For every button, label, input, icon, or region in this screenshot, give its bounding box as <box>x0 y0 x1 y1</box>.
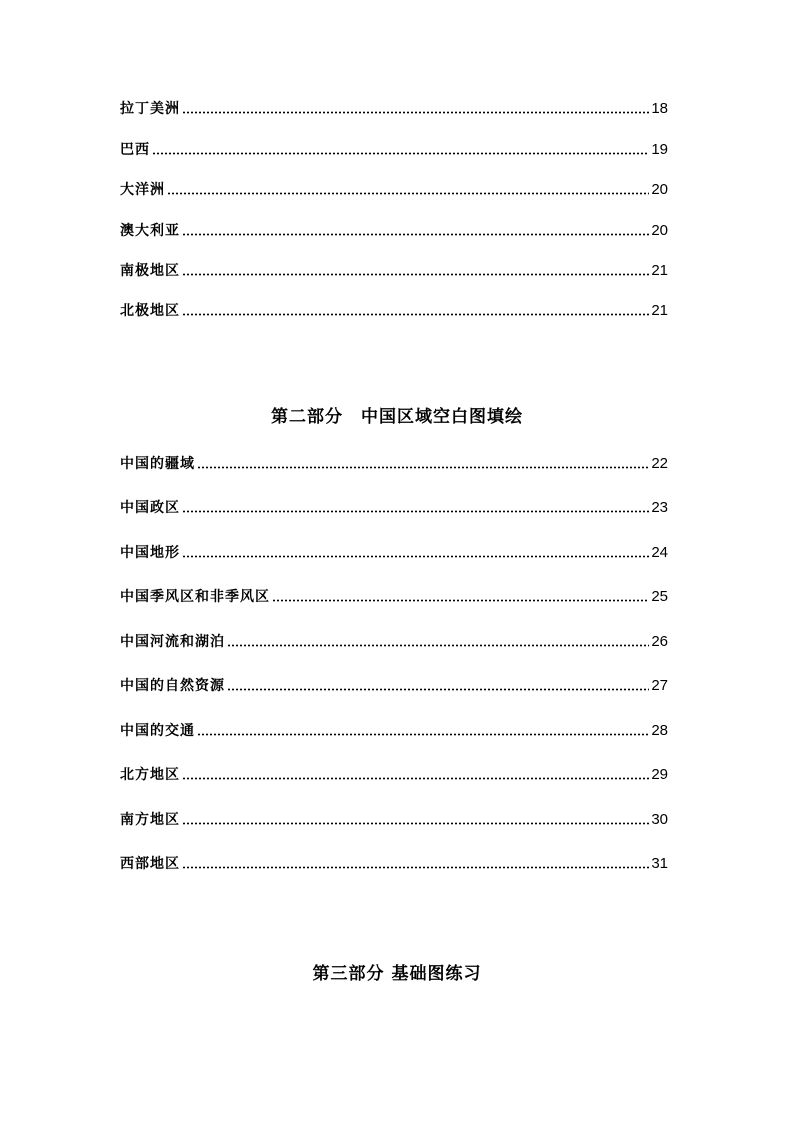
toc-entry[interactable] <box>120 178 668 202</box>
toc-entry-label: 北极地区 <box>120 303 180 319</box>
dot-leader <box>182 822 649 825</box>
toc-page-number: 23 <box>651 499 668 516</box>
toc-entry-label: 澳大利亚 <box>120 223 180 239</box>
toc-entry-label: 南极地区 <box>120 263 180 279</box>
section-heading-part2: 第二部分 中国区域空白图填绘 <box>271 407 523 427</box>
section-heading-part3: 第三部分 基础图练习 <box>312 964 482 984</box>
toc-page-number: 27 <box>651 677 668 694</box>
toc-page-number: 28 <box>651 722 668 739</box>
toc-entry[interactable] <box>120 541 668 565</box>
toc-entry[interactable] <box>120 97 668 121</box>
toc-entry-label: 中国河流和湖泊 <box>120 634 225 650</box>
toc-entry-label: 北方地区 <box>120 767 180 783</box>
dot-leader <box>182 111 649 114</box>
toc-page-number: 26 <box>651 633 668 650</box>
toc-entry-label: 巴西 <box>120 142 150 158</box>
toc-entry-label: 中国的交通 <box>120 723 195 739</box>
toc-page-number: 22 <box>651 455 668 472</box>
dot-leader <box>167 192 649 195</box>
toc-entry[interactable] <box>120 259 668 283</box>
toc-entry[interactable] <box>120 452 668 476</box>
dot-leader <box>182 313 649 316</box>
toc-entry[interactable] <box>120 630 668 654</box>
toc-entry[interactable] <box>120 852 668 876</box>
toc-entry[interactable] <box>120 808 668 832</box>
toc-entry-label: 大洋洲 <box>120 182 165 198</box>
toc-entry[interactable] <box>120 763 668 787</box>
dot-leader <box>152 152 649 155</box>
toc-entry-label: 中国的自然资源 <box>120 678 225 694</box>
dot-leader <box>182 866 649 869</box>
toc-page-number: 20 <box>651 222 668 239</box>
toc-page-number: 24 <box>651 544 668 561</box>
toc-entry-label: 中国政区 <box>120 500 180 516</box>
toc-entry-label: 中国地形 <box>120 545 180 561</box>
toc-page-number: 31 <box>651 855 668 872</box>
toc-entry-label: 南方地区 <box>120 812 180 828</box>
toc-entry[interactable] <box>120 299 668 323</box>
toc-page-number: 21 <box>651 262 668 279</box>
dot-leader <box>182 555 649 558</box>
dot-leader <box>272 599 649 602</box>
toc-entry-label: 西部地区 <box>120 856 180 872</box>
dot-leader <box>197 466 649 469</box>
dot-leader <box>227 644 649 647</box>
toc-page-number: 18 <box>651 100 668 117</box>
toc-page-number: 29 <box>651 766 668 783</box>
toc-entry[interactable] <box>120 585 668 609</box>
toc-page-number: 19 <box>651 141 668 158</box>
dot-leader <box>182 510 649 513</box>
toc-page-number: 21 <box>651 302 668 319</box>
toc-entry[interactable] <box>120 219 668 243</box>
dot-leader <box>182 273 649 276</box>
toc-entry[interactable] <box>120 496 668 520</box>
toc-entry[interactable] <box>120 719 668 743</box>
toc-page-number: 25 <box>651 588 668 605</box>
toc-entry-label: 中国季风区和非季风区 <box>120 589 270 605</box>
dot-leader <box>197 733 649 736</box>
dot-leader <box>182 777 649 780</box>
dot-leader <box>182 233 649 236</box>
toc-entry[interactable] <box>120 138 668 162</box>
dot-leader <box>227 688 649 691</box>
toc-entry[interactable] <box>120 674 668 698</box>
toc-entry-label: 中国的疆域 <box>120 456 195 472</box>
toc-entry-label: 拉丁美洲 <box>120 101 180 117</box>
toc-page-number: 20 <box>651 181 668 198</box>
toc-page-number: 30 <box>651 811 668 828</box>
